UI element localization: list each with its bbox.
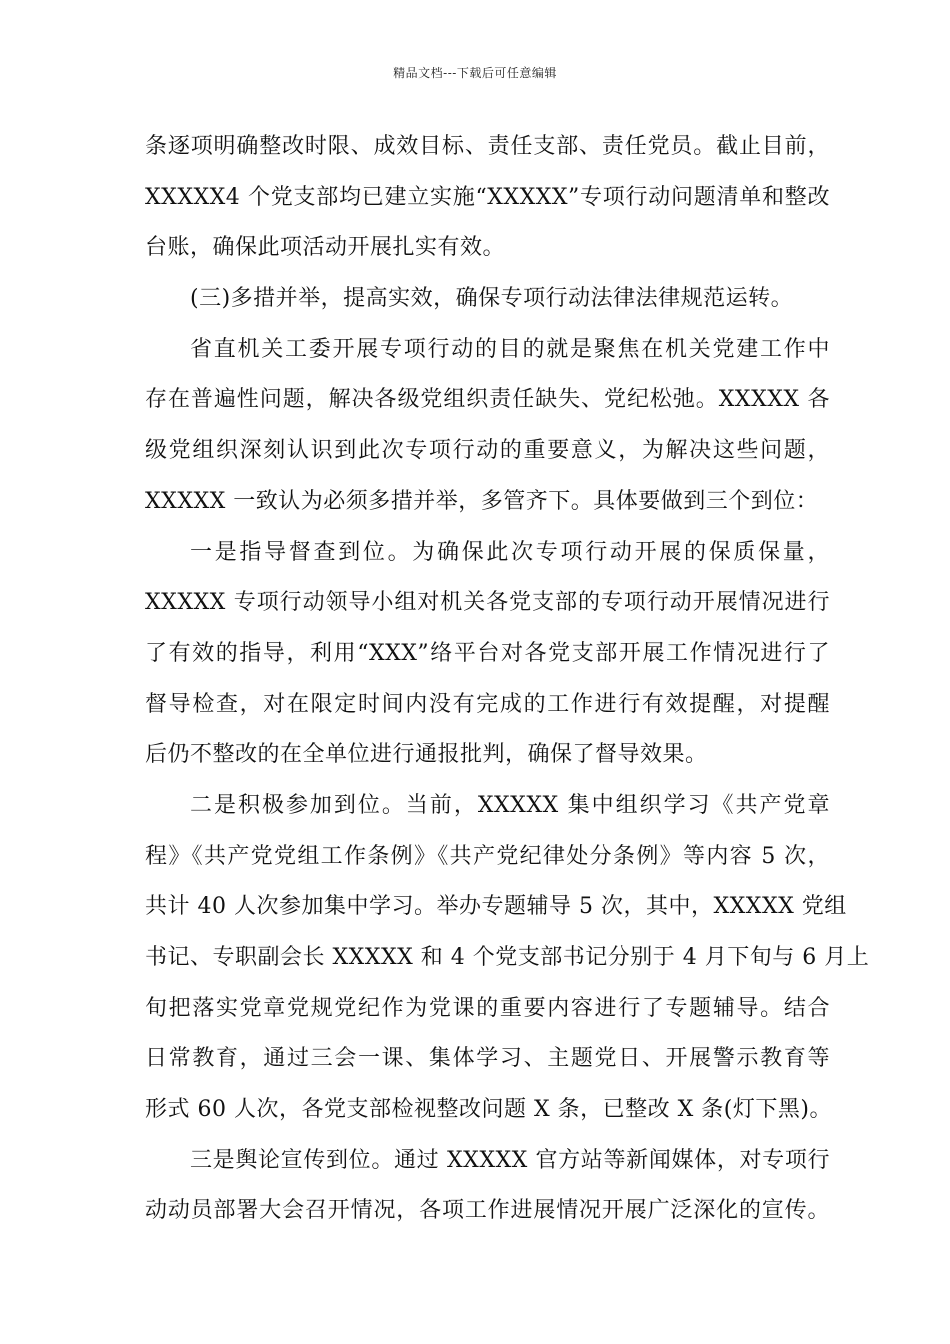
text-line: 条逐项明确整改时限、成效目标、责任支部、责任党员。截止目前， xyxy=(145,134,830,159)
text-line: 形式 60 人次，各党支部检视整改问题 X 条，已整改 X 条(灯下黑)。 xyxy=(145,1097,832,1123)
text-line: 旬把落实党章党规党纪作为党课的重要内容进行了专题辅导。结合 xyxy=(145,995,830,1021)
text-line: 级党组织深刻认识到此次专项行动的重要意义，为解决这些问题， xyxy=(145,438,830,464)
text-line: XXXXX 一致认为必须多措并举，多管齐下。具体要做到三个到位： xyxy=(145,488,819,514)
text-line: 动动员部署大会召开情况，各项工作进展情况开展广泛深化的宣传。 xyxy=(145,1198,830,1224)
text-line: 后仍不整改的在全单位进行通报批判，确保了督导效果。 xyxy=(145,742,708,768)
text-line: 台账，确保此项活动开展扎实有效。 xyxy=(145,235,506,261)
text-line: 书记、专职副会长 XXXXX 和 4 个党支部书记分别于 4 月下旬与 6 月上 xyxy=(145,945,870,970)
text-line: 三是舆论宣传到位。通过 XXXXX 官方站等新闻媒体，对专项行 xyxy=(190,1147,830,1173)
document-body xyxy=(145,122,870,1237)
text-line: XXXXX 专项行动领导小组对机关各党支部的专项行动开展情况进行 xyxy=(145,590,830,616)
text-line: 程》《共产党党组工作条例》《共产党纪律处分条例》等内容 5 次， xyxy=(145,843,830,869)
text-line: 存在普遍性问题，解决各级党组织责任缺失、党纪松弛。XXXXX 各 xyxy=(145,387,830,413)
section-heading: (三)多措并举，提高实效，确保专项行动法律法律规范运转。 xyxy=(190,286,794,312)
text-line: 共计 40 人次参加集中学习。举办专题辅导 5 次，其中，XXXXX 党组 xyxy=(145,894,847,920)
text-line: 了有效的指导，利用“XXX”络平台对各党支部开展工作情况进行了 xyxy=(145,640,830,666)
text-line: 一是指导督查到位。为确保此次专项行动开展的保质保量， xyxy=(190,539,830,565)
text-line: 日常教育，通过三会一课、集体学习、主题党日、开展警示教育等 xyxy=(145,1046,830,1072)
text-line: XXXXX4 个党支部均已建立实施“XXXXX”专项行动问题清单和整改 xyxy=(145,184,830,210)
text-line: 省直机关工委开展专项行动的目的就是聚焦在机关党建工作中 xyxy=(190,336,830,362)
text-line: 督导检查，对在限定时间内没有完成的工作进行有效提醒，对提醒 xyxy=(145,691,830,717)
page-header: 精品文档---下载后可任意编辑 xyxy=(393,66,557,80)
text-line: 二是积极参加到位。当前，XXXXX 集中组织学习《共产党章 xyxy=(190,792,830,818)
